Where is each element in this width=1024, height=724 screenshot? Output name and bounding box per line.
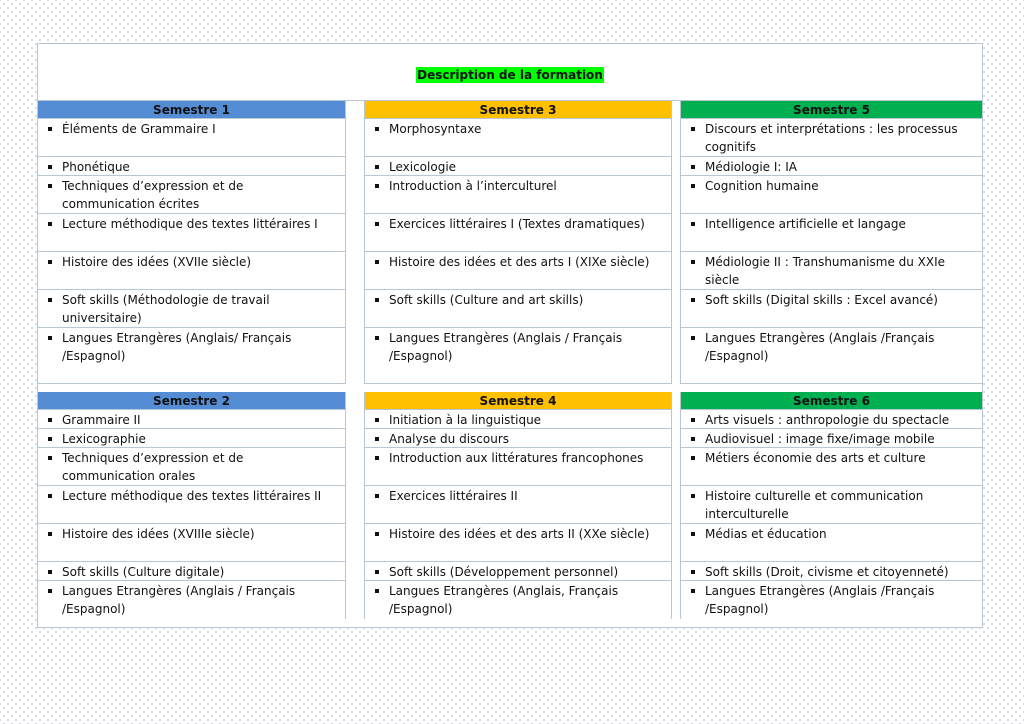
square-bullet-icon (375, 570, 379, 574)
course-item: Métiers économie des arts et culture (681, 448, 982, 486)
course-item: Langues Etrangères (Anglais /Français /Espagnol) (681, 328, 982, 383)
course-item: Techniques d’expression et de communication écrites (38, 176, 345, 214)
course-item: Médiologie II : Transhumanisme du XXIe siècle (681, 252, 982, 290)
square-bullet-icon (48, 165, 52, 169)
square-bullet-icon (48, 532, 52, 536)
course-item: Langues Etrangères (Anglais / Français /Espagnol) (365, 328, 671, 383)
course-item: Lecture méthodique des textes littéraires II (38, 486, 345, 524)
square-bullet-icon (48, 437, 52, 441)
course-item: Techniques d’expression et de communication orales (38, 448, 345, 486)
semester-6-header: Semestre 6 (681, 392, 982, 410)
course-item: Soft skills (Développement personnel) (365, 562, 671, 581)
course-item: Soft skills (Digital skills : Excel avancé) (681, 290, 982, 328)
course-item: Langues Etrangères (Anglais/ Français /Espagnol) (38, 328, 345, 383)
square-bullet-icon (375, 456, 379, 460)
semester-6-courses (681, 410, 982, 619)
square-bullet-icon (48, 298, 52, 302)
course-item: Discours et interprétations : les processus cognitifs (681, 119, 982, 157)
document-title: Description de la formation (417, 68, 603, 82)
course-item: Médiologie I: IA (681, 157, 982, 176)
square-bullet-icon (375, 336, 379, 340)
square-bullet-icon (691, 298, 695, 302)
semester-1-header: Semestre 1 (38, 101, 345, 119)
square-bullet-icon (375, 260, 379, 264)
course-item: Initiation à la linguistique (365, 410, 671, 429)
square-bullet-icon (48, 222, 52, 226)
course-item: Médias et éducation (681, 524, 982, 562)
square-bullet-icon (375, 165, 379, 169)
formation-table (37, 43, 983, 628)
course-item: Introduction à l’interculturel (365, 176, 671, 214)
course-item: Arts visuels : anthropologie du spectacle (681, 410, 982, 429)
course-item: Langues Etrangères (Anglais / Français /Espagnol) (38, 581, 345, 619)
semester-4-header: Semestre 4 (365, 392, 671, 410)
semester-4-block (364, 392, 672, 619)
course-item: Soft skills (Droit, civisme et citoyenneté) (681, 562, 982, 581)
square-bullet-icon (375, 418, 379, 422)
square-bullet-icon (375, 298, 379, 302)
semester-5-header: Semestre 5 (681, 101, 982, 119)
course-item: Morphosyntaxe (365, 119, 671, 157)
semester-1-courses (38, 119, 345, 383)
course-item: Langues Etrangères (Anglais /Français /Espagnol) (681, 581, 982, 619)
square-bullet-icon (691, 127, 695, 131)
square-bullet-icon (691, 456, 695, 460)
semester-2-header: Semestre 2 (38, 392, 345, 410)
semester-6-block (680, 392, 982, 619)
semester-1-block (38, 101, 346, 384)
course-item: Audiovisuel : image fixe/image mobile (681, 429, 982, 448)
course-item: Langues Etrangères (Anglais, Français /Espagnol) (365, 581, 671, 619)
course-item: Lecture méthodique des textes littéraires I (38, 214, 345, 252)
course-item: Soft skills (Culture and art skills) (365, 290, 671, 328)
square-bullet-icon (48, 494, 52, 498)
semester-3-header: Semestre 3 (365, 101, 671, 119)
square-bullet-icon (375, 127, 379, 131)
square-bullet-icon (691, 260, 695, 264)
square-bullet-icon (375, 222, 379, 226)
square-bullet-icon (691, 589, 695, 593)
course-item: Intelligence artificielle et langage (681, 214, 982, 252)
square-bullet-icon (691, 494, 695, 498)
semester-5-block (680, 101, 982, 384)
square-bullet-icon (691, 570, 695, 574)
square-bullet-icon (375, 494, 379, 498)
semester-2-block (38, 392, 346, 619)
square-bullet-icon (375, 532, 379, 536)
course-item: Lexicologie (365, 157, 671, 176)
square-bullet-icon (691, 532, 695, 536)
course-item: Phonétique (38, 157, 345, 176)
square-bullet-icon (691, 437, 695, 441)
square-bullet-icon (48, 336, 52, 340)
square-bullet-icon (375, 184, 379, 188)
course-item: Exercices littéraires I (Textes dramatiques) (365, 214, 671, 252)
semester-5-courses (681, 119, 982, 383)
square-bullet-icon (691, 336, 695, 340)
course-item: Histoire des idées et des arts II (XXe siècle) (365, 524, 671, 562)
semester-2-courses (38, 410, 345, 619)
title-row (38, 44, 982, 101)
course-item: Histoire des idées (XVIIIe siècle) (38, 524, 345, 562)
square-bullet-icon (375, 589, 379, 593)
semester-4-courses (365, 410, 671, 619)
course-item: Soft skills (Méthodologie de travail universitaire) (38, 290, 345, 328)
course-item: Analyse du discours (365, 429, 671, 448)
square-bullet-icon (691, 222, 695, 226)
square-bullet-icon (48, 589, 52, 593)
course-item: Cognition humaine (681, 176, 982, 214)
semester-3-courses (365, 119, 671, 383)
square-bullet-icon (48, 418, 52, 422)
course-item: Histoire des idées (XVIIe siècle) (38, 252, 345, 290)
square-bullet-icon (48, 127, 52, 131)
course-item: Introduction aux littératures francophones (365, 448, 671, 486)
course-item: Histoire des idées et des arts I (XIXe siècle) (365, 252, 671, 290)
square-bullet-icon (48, 570, 52, 574)
square-bullet-icon (691, 165, 695, 169)
course-item: Éléments de Grammaire I (38, 119, 345, 157)
square-bullet-icon (691, 418, 695, 422)
course-item: Grammaire II (38, 410, 345, 429)
course-item: Lexicographie (38, 429, 345, 448)
course-item: Soft skills (Culture digitale) (38, 562, 345, 581)
course-item: Histoire culturelle et communication interculturelle (681, 486, 982, 524)
square-bullet-icon (48, 260, 52, 264)
course-item: Exercices littéraires II (365, 486, 671, 524)
semester-3-block (364, 101, 672, 384)
square-bullet-icon (691, 184, 695, 188)
square-bullet-icon (375, 437, 379, 441)
square-bullet-icon (48, 456, 52, 460)
square-bullet-icon (48, 184, 52, 188)
